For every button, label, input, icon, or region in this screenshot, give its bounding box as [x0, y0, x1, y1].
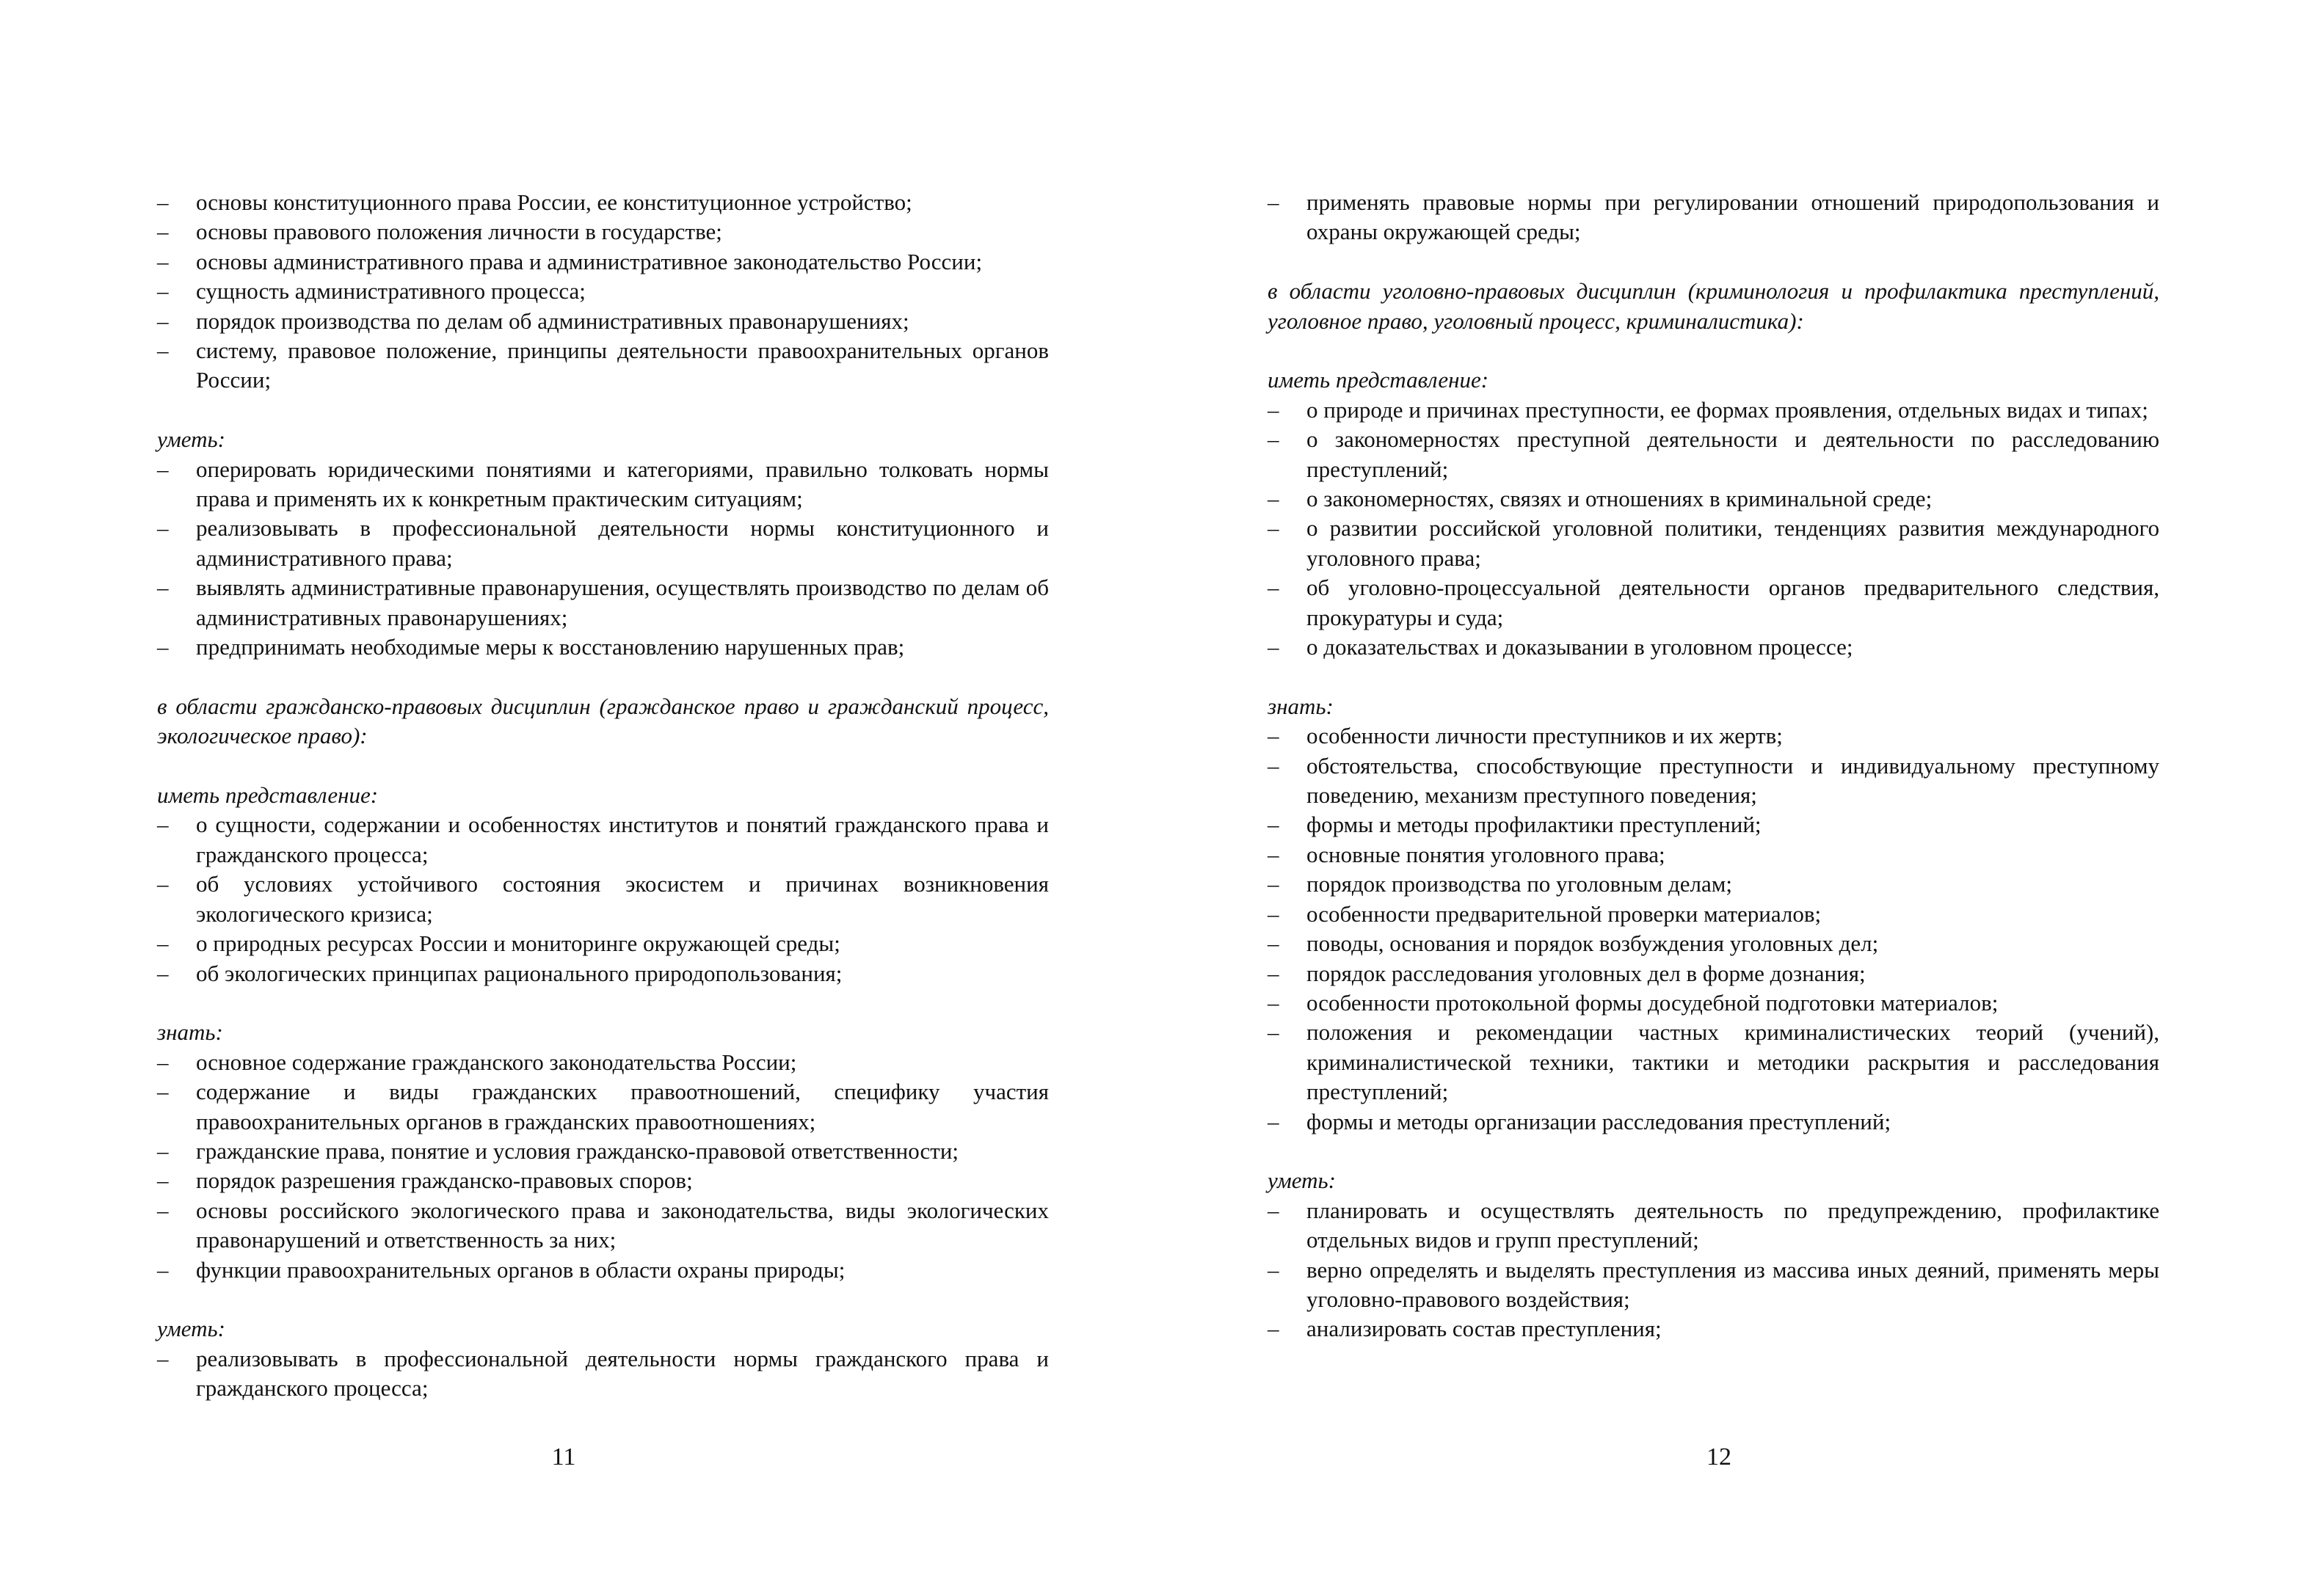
section-block [1268, 1166, 2159, 1344]
list-item [157, 1196, 1049, 1256]
list-item-text: особенности предварительной проверки материалов; [1306, 900, 1822, 927]
dash-bullet-icon: – [1268, 426, 1279, 453]
list-item-text: анализировать состав преступления; [1306, 1316, 1662, 1342]
dash-bullet-icon: – [1268, 515, 1279, 542]
dash-bullet-icon: – [1268, 841, 1279, 867]
list-item [157, 277, 1049, 306]
list-item [1268, 425, 2159, 484]
section-heading: знать: [157, 1019, 223, 1046]
list-item-text: формы и методы профилактики преступлений; [1306, 812, 1762, 838]
list-item [157, 1137, 1049, 1166]
list-item [1268, 1107, 2159, 1137]
section-heading: уметь: [157, 426, 225, 453]
dash-bullet-icon: – [1268, 900, 1279, 927]
dash-bullet-icon: – [1268, 812, 1279, 838]
dash-bullet-icon: – [1268, 989, 1279, 1016]
dash-bullet-icon: – [157, 1049, 169, 1075]
list-item-text: содержание и виды гражданских правоотношений, специфику участия правоохранительных органов в гражданских правоотношениях; [196, 1079, 1049, 1134]
section-heading: уметь: [1268, 1167, 1336, 1194]
list-item [157, 929, 1049, 958]
list-item-text: предпринимать необходимые меры к восстановлению нарушенных прав; [196, 634, 905, 660]
list-item [1268, 929, 2159, 958]
bullet-list [1268, 396, 2159, 663]
section-block [157, 781, 1049, 988]
list-item-text: основы российского экологического права и законодательства, виды экологических правонарушений и ответственность за них; [196, 1197, 1049, 1253]
section-block [1268, 188, 2159, 247]
dash-bullet-icon: – [1268, 752, 1279, 779]
dash-bullet-icon: – [157, 219, 169, 245]
list-item [1268, 721, 2159, 751]
list-item-text: функции правоохранительных органов в области охраны природы; [196, 1256, 846, 1283]
list-item [157, 1048, 1049, 1077]
bullet-list [157, 810, 1049, 988]
page-content [157, 188, 1049, 1404]
dash-bullet-icon: – [1268, 723, 1279, 749]
section-block [157, 692, 1049, 751]
bullet-list [157, 1344, 1049, 1404]
list-item-text: об уголовно-процессуальной деятельности органов предварительного следствия, прокуратуры и суда; [1306, 575, 2159, 630]
list-item [157, 633, 1049, 662]
section-block [157, 188, 1049, 396]
dash-bullet-icon: – [1268, 486, 1279, 512]
list-item [1268, 633, 2159, 662]
dash-bullet-icon: – [157, 1079, 169, 1105]
dash-bullet-icon: – [157, 960, 169, 986]
list-item [157, 573, 1049, 633]
page-content [1268, 188, 2159, 1344]
list-item [1268, 840, 2159, 870]
list-item [157, 514, 1049, 573]
list-item [157, 1166, 1049, 1195]
dash-bullet-icon: – [157, 307, 169, 334]
list-item [1268, 1196, 2159, 1256]
list-item-text: планировать и осуществлять деятельность по предупреждению, профилактике отдельных видов и групп преступлений; [1306, 1197, 2159, 1253]
section-heading: иметь представление: [1268, 367, 1489, 393]
page-number: 12 [1706, 1443, 1731, 1471]
list-item-text: о закономерностях преступной деятельности и деятельности по расследованию преступлений; [1306, 426, 2159, 482]
section-block [157, 425, 1049, 662]
list-item [157, 1256, 1049, 1285]
section-block [157, 1314, 1049, 1403]
list-item [157, 307, 1049, 336]
dash-bullet-icon: – [1268, 396, 1279, 423]
list-item-text: поводы, основания и порядок возбуждения уголовных дел; [1306, 930, 1879, 957]
section-heading: уметь: [157, 1316, 225, 1342]
list-item [1268, 1314, 2159, 1344]
dash-bullet-icon: – [1268, 1108, 1279, 1134]
list-item-text: особенности личности преступников и их жертв; [1306, 723, 1783, 749]
list-item-text: выявлять административные правонарушения, осуществлять производство по делам об административных правонарушениях; [196, 575, 1049, 630]
list-item-text: верно определять и выделять преступления из массива иных деяний, применять меры уголовно-правового воздействия; [1306, 1256, 2159, 1312]
list-item [157, 217, 1049, 247]
list-item-text: об условиях устойчивого состояния экосистем и причинах возникновения экологического кризиса; [196, 871, 1049, 927]
section-heading: в области гражданско-правовых дисциплин (гражданское право и гражданский процесс, экологическое право): [157, 693, 1049, 749]
dash-bullet-icon: – [1268, 1019, 1279, 1046]
list-item-text: реализовывать в профессиональной деятельности нормы конституционного и административного права; [196, 515, 1049, 571]
list-item [1268, 188, 2159, 247]
list-item-text: применять правовые нормы при регулировании отношений природопользования и охраны окружающей среды; [1306, 189, 2159, 245]
dash-bullet-icon: – [157, 515, 169, 542]
list-item-text: порядок производства по делам об административных правонарушениях; [196, 307, 909, 334]
list-item-text: порядок разрешения гражданско-правовых споров; [196, 1167, 693, 1194]
bullet-list [1268, 188, 2159, 247]
list-item [1268, 751, 2159, 811]
list-item-text: оперировать юридическими понятиями и категориями, правильно толковать нормы права и применять их к конкретным практическим ситуациям; [196, 456, 1049, 512]
list-item-text: основное содержание гражданского законодательства России; [196, 1049, 797, 1075]
bullet-list [157, 1048, 1049, 1285]
section-block [1268, 365, 2159, 662]
dash-bullet-icon: – [1268, 930, 1279, 957]
dash-bullet-icon: – [1268, 1316, 1279, 1342]
bullet-list [1268, 1196, 2159, 1344]
dash-bullet-icon: – [157, 248, 169, 274]
section-heading: иметь представление: [157, 782, 379, 809]
page-12 [1156, 0, 2312, 1596]
list-item-text: о природных ресурсах России и мониторинге окружающей среды; [196, 930, 840, 957]
list-item [1268, 810, 2159, 839]
list-item-text: положения и рекомендации частных криминалистических теорий (учений), криминалистической техники, тактики и методики раскрытия и расследования преступлений; [1306, 1019, 2159, 1105]
list-item-text: формы и методы организации расследования преступлений; [1306, 1108, 1891, 1134]
bullet-list [1268, 721, 2159, 1137]
dash-bullet-icon: – [1268, 634, 1279, 660]
section-heading: в области уголовно-правовых дисциплин (криминология и профилактика преступлений, уголовное право, уголовный процесс, криминалистика): [1268, 278, 2159, 334]
list-item [1268, 988, 2159, 1018]
dash-bullet-icon: – [157, 1256, 169, 1283]
dash-bullet-icon: – [1268, 871, 1279, 897]
list-item-text: гражданские права, понятие и условия гражданско-правовой ответственности; [196, 1137, 959, 1164]
list-item [1268, 396, 2159, 425]
list-item [157, 247, 1049, 277]
list-item [157, 188, 1049, 217]
list-item-text: о доказательствах и доказывании в уголовном процессе; [1306, 634, 1853, 660]
dash-bullet-icon: – [157, 812, 169, 838]
list-item [157, 959, 1049, 988]
list-item-text: основы правового положения личности в государстве; [196, 219, 722, 245]
dash-bullet-icon: – [157, 278, 169, 305]
list-item-text: порядок производства по уголовным делам; [1306, 871, 1732, 897]
dash-bullet-icon: – [157, 1197, 169, 1223]
list-item [157, 455, 1049, 514]
bullet-list [157, 188, 1049, 396]
dash-bullet-icon: – [157, 456, 169, 482]
list-item-text: реализовывать в профессиональной деятельности нормы гражданского права и гражданского процесса; [196, 1345, 1049, 1402]
dash-bullet-icon: – [1268, 189, 1279, 215]
list-item [1268, 1018, 2159, 1107]
list-item-text: сущность административного процесса; [196, 278, 586, 305]
dash-bullet-icon: – [1268, 1256, 1279, 1283]
list-item-text: особенности протокольной формы досудебной подготовки материалов; [1306, 989, 1999, 1016]
dash-bullet-icon: – [157, 575, 169, 601]
list-item-text: порядок расследования уголовных дел в форме дознания; [1306, 960, 1866, 986]
list-item-text: о развитии российской уголовной политики, тенденциях развития международного уголовного права; [1306, 515, 2159, 571]
dash-bullet-icon: – [1268, 575, 1279, 601]
list-item-text: основные понятия уголовного права; [1306, 841, 1665, 867]
list-item-text: основы конституционного права России, ее конституционное устройство; [196, 189, 912, 215]
list-item [1268, 573, 2159, 633]
list-item-text: систему, правовое положение, принципы деятельности правоохранительных органов России; [196, 338, 1049, 393]
dash-bullet-icon: – [1268, 1197, 1279, 1223]
dash-bullet-icon: – [157, 1167, 169, 1194]
bullet-list [157, 455, 1049, 663]
dash-bullet-icon: – [1268, 960, 1279, 986]
section-block [1268, 692, 2159, 1137]
list-item-text: обстоятельства, способствующие преступности и индивидуальному преступному поведению, механизм преступного поведения; [1306, 752, 2159, 809]
list-item [157, 870, 1049, 929]
list-item [157, 1077, 1049, 1137]
section-block [157, 1018, 1049, 1285]
dash-bullet-icon: – [157, 338, 169, 364]
dash-bullet-icon: – [157, 930, 169, 957]
section-block [1268, 277, 2159, 336]
list-item-text: о сущности, содержании и особенностях институтов и понятий гражданского права и гражданского процесса; [196, 812, 1049, 867]
page-number: 11 [551, 1443, 576, 1471]
dash-bullet-icon: – [157, 1137, 169, 1164]
list-item [1268, 900, 2159, 929]
list-item-text: основы административного права и административное законодательство России; [196, 248, 983, 274]
list-item [157, 1344, 1049, 1404]
list-item [157, 336, 1049, 396]
list-item-text: о закономерностях, связях и отношениях в криминальной среде; [1306, 486, 1933, 512]
dash-bullet-icon: – [157, 1345, 169, 1371]
list-item [1268, 484, 2159, 514]
list-item [157, 810, 1049, 870]
dash-bullet-icon: – [157, 871, 169, 897]
list-item [1268, 870, 2159, 899]
section-heading: знать: [1268, 693, 1334, 719]
list-item-text: об экологических принципах рационального природопользования; [196, 960, 843, 986]
list-item-text: о природе и причинах преступности, ее формах проявления, отдельных видах и типах; [1306, 396, 2148, 423]
list-item [1268, 1256, 2159, 1315]
list-item [1268, 959, 2159, 988]
list-item [1268, 514, 2159, 573]
dash-bullet-icon: – [157, 189, 169, 215]
dash-bullet-icon: – [157, 634, 169, 660]
